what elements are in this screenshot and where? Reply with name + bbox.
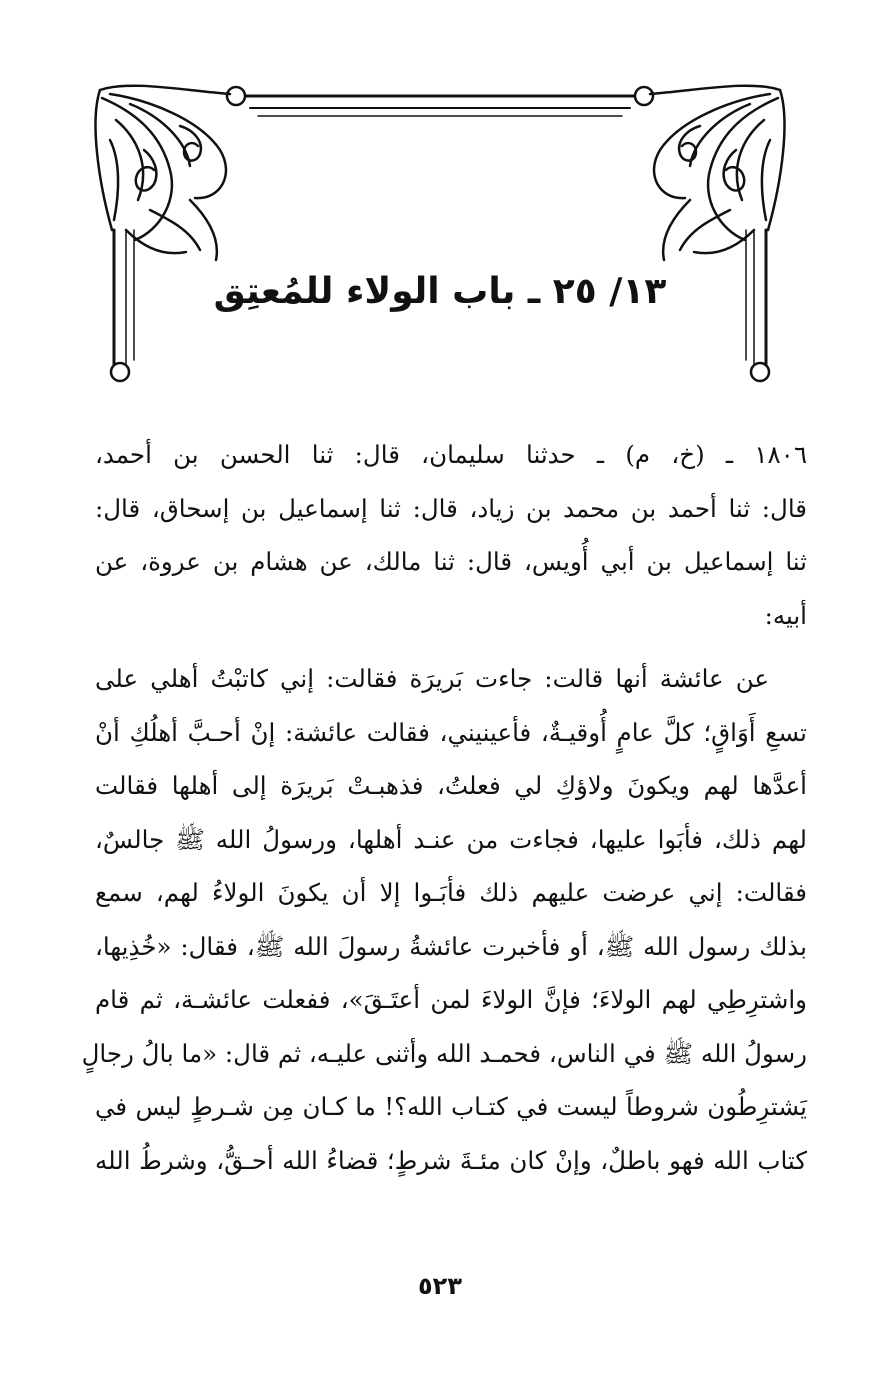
hadith-text	[81, 428, 807, 1187]
floral-arch-frame-icon	[90, 80, 790, 390]
isnad-line: قال: ثنا أحمد بن محمد بن زياد، قال: ثنا إسماعيل بن إسحاق، قال:	[95, 493, 807, 523]
isnad-line: ١٨٠٦ ـ (خ، م) ـ حدثنا سليمان، قال: ثنا الحسن بن أحمد،	[95, 440, 807, 469]
isnad-line: أبيه:	[764, 600, 807, 630]
matn-line: لهم ذلك، فأبَوا عليها، فجاءت من عنـد أهلها، ورسولُ الله ﷺ جالسٌ،	[95, 824, 807, 854]
matn-line: تسعِ أَوَاقٍ؛ كلَّ عامٍ أُوقيـةٌ، فأعينيني، فقالت عائشة: إنْ أحـبَّ أهلُكِ أنْ	[95, 717, 807, 747]
page-number: ٥٢٣	[418, 1272, 462, 1300]
matn-line: بذلك رسول الله ﷺ، أو فأخبرت عائشةُ رسولَ الله ﷺ، فقال: «خُذِيها،	[95, 931, 807, 961]
matn-line: واشترِطِي لهم الولاءَ؛ فإنَّ الولاءَ لمن أعتَـقَ»، ففعلت عائشـة، ثم قام	[95, 985, 807, 1014]
matn-line: يَشترِطُون شروطاً ليست في كتـاب الله؟! ما كـان مِن شـرطٍ ليس في	[95, 1092, 807, 1121]
matn-line: رسولُ الله ﷺ في الناس، فحمـد الله وأثنى عليـه، ثم قال: «ما بالُ رجالٍ	[81, 1038, 807, 1068]
matn-line: كتاب الله فهو باطلٌ، وإنْ كان مئـةَ شرطٍ؛ قضاءُ الله أحـقُّ، وشرطُ الله	[95, 1145, 807, 1175]
matn-line: عن عائشة أنها قالت: جاءت بَريرَة فقالت: إني كاتبْتُ أهلي على	[95, 664, 769, 693]
matn-line: فقالت: إني عرضت عليهم ذلك فأبَـوا إلا أن يكونَ الولاءُ لهم، سمع	[95, 878, 807, 907]
isnad-line: ثنا إسماعيل بن أبي أُويس، قال: ثنا مالك، عن هشام بن عروة، عن	[95, 547, 807, 576]
paragraph-gap	[95, 642, 807, 652]
chapter-title: ١٣/ ٢٥ ـ باب الولاء للمُعتِق	[213, 271, 667, 312]
matn-line: أعدَّها لهم ويكونَ ولاؤكِ لي فعلتُ، فذهبـتْ بَريرَة إلى أهلها فقالت	[95, 771, 807, 800]
